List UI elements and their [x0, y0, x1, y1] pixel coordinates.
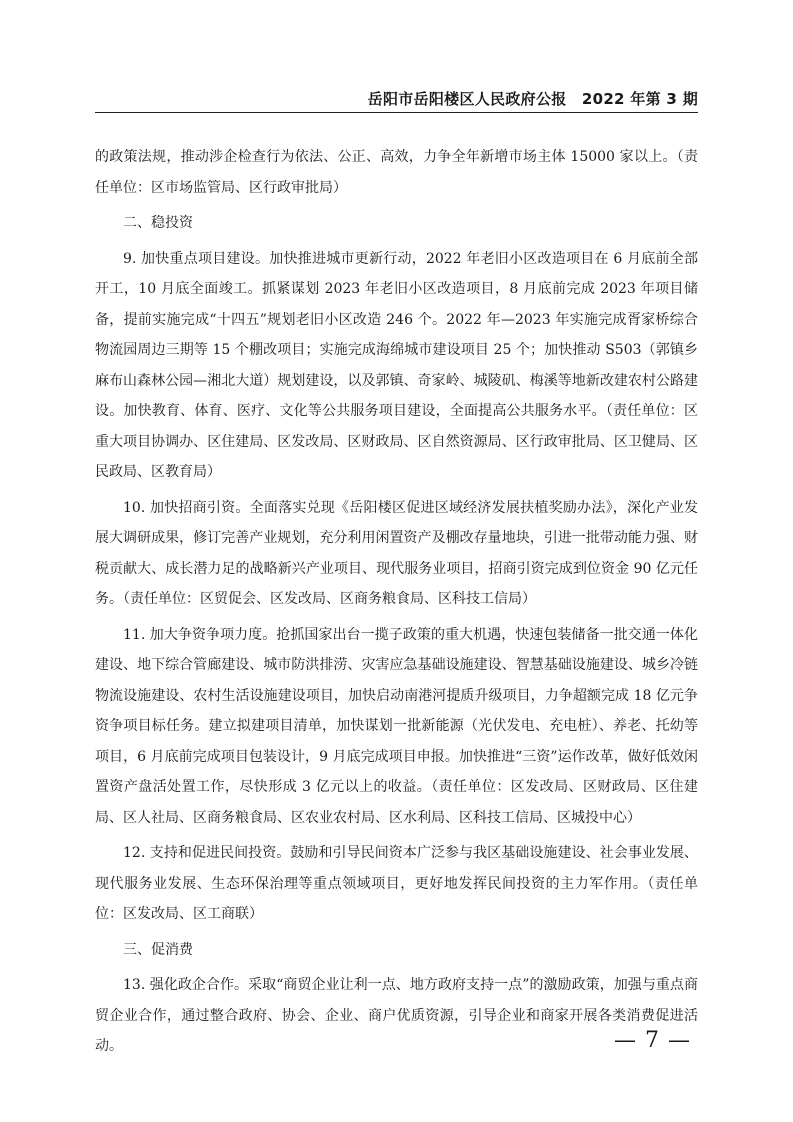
section-heading-promote-consumption: 三、促消费 [123, 941, 193, 958]
paragraph-continuation: 的政策法规，推动涉企检查行为依法、公正、高效，力争全年新增市场主体 15000 家以上。（责任单位：区市场监管局、区行政审批局） [95, 149, 698, 196]
gazette-title: 岳阳市岳阳楼区人民政府公报 2022 年第 3 期 [367, 90, 698, 108]
section-heading-stabilize-investment: 二、稳投资 [123, 215, 193, 231]
paragraph-item-13: 13. 强化政企合作。采取“商贸企业让利一点、地方政府支持一点”的激励政策，加强与重点商贸企业合作，通过整合政府、协会、企业、商户优质资源，引导企业和商家开展各类消费促进活动。 [95, 977, 698, 1054]
document-body [95, 142, 698, 1067]
page-number: — 7 — [614, 1028, 691, 1053]
paragraph-item-9: 9. 加快重点项目建设。加快推进城市更新行动，2022 年老旧小区改造项目在 6 月底前全部开工，10 月底全面竣工。抓紧谋划 2023 年老旧小区改造项目，8 月底前完成 2023 年项目储备，提前实施完成“十四五”规划老旧小区改造 246 个。2022 年—2023 年实施完成胥家桥综合物流园周边三期等 15 个棚改项目；实施完成海绵城市建设项目 25 个；加快推动 S503（郭镇乡麻布山森林公园—湘北大道）规划建设，以及郭镇、奇家岭、城陵矶、梅溪等地新改建农村公路建设。加快教育、体育、医疗、文化等公共服务项目建设，全面提高公共服务水平。（责任单位：区重大项目协调办、区住建局、区发改局、区财政局、区自然资源局、区行政审批局、区卫健局、区民政局、区教育局） [95, 250, 698, 480]
paragraph-item-11: 11. 加大争资争项力度。抢抓国家出台一揽子政策的重大机遇，快速包装储备一批交通一体化建设、地下综合管廊建设、城市防洪排涝、灾害应急基础设施建设、智慧基础设施建设、城乡冷链物流设施建设、农村生活设施建设项目，加快启动南港河提质升级项目，力争超额完成 18 亿元争资争项目标任务。建立拟建项目清单，加快谋划一批新能源（光伏发电、充电桩）、养老、托幼等项目，6 月底前完成项目包装设计，9 月底完成项目申报。加快推进“三资”运作改革，做好低效闲置资产盘活处置工作，尽快形成 3 亿元以上的收益。（责任单位：区发改局、区财政局、区住建局、区人社局、区商务粮食局、区农业农村局、区水利局、区科技工信局、区城投中心） [95, 626, 698, 826]
paragraph-item-10: 10. 加快招商引资。全面落实兑现《岳阳楼区促进区域经济发展扶植奖励办法》，深化产业发展大调研成果，修订完善产业规划，充分利用闲置资产及棚改存量地块，引进一批带动能力强、财税贡献大、成长潜力足的战略新兴产业项目、现代服务业项目，招商引资完成到位资金 90 亿元任务。（责任单位：区贸促会、区发改局、区商务粮食局、区科技工信局） [95, 499, 698, 607]
paragraph-item-12: 12. 支持和促进民间投资。鼓励和引导民间资本广泛参与我区基础设施建设、社会事业发展、现代服务业发展、生态环保治理等重点领域项目，更好地发挥民间投资的主力军作用。（责任单位：区发改局、区工商联） [95, 845, 698, 922]
page-header [95, 88, 698, 113]
